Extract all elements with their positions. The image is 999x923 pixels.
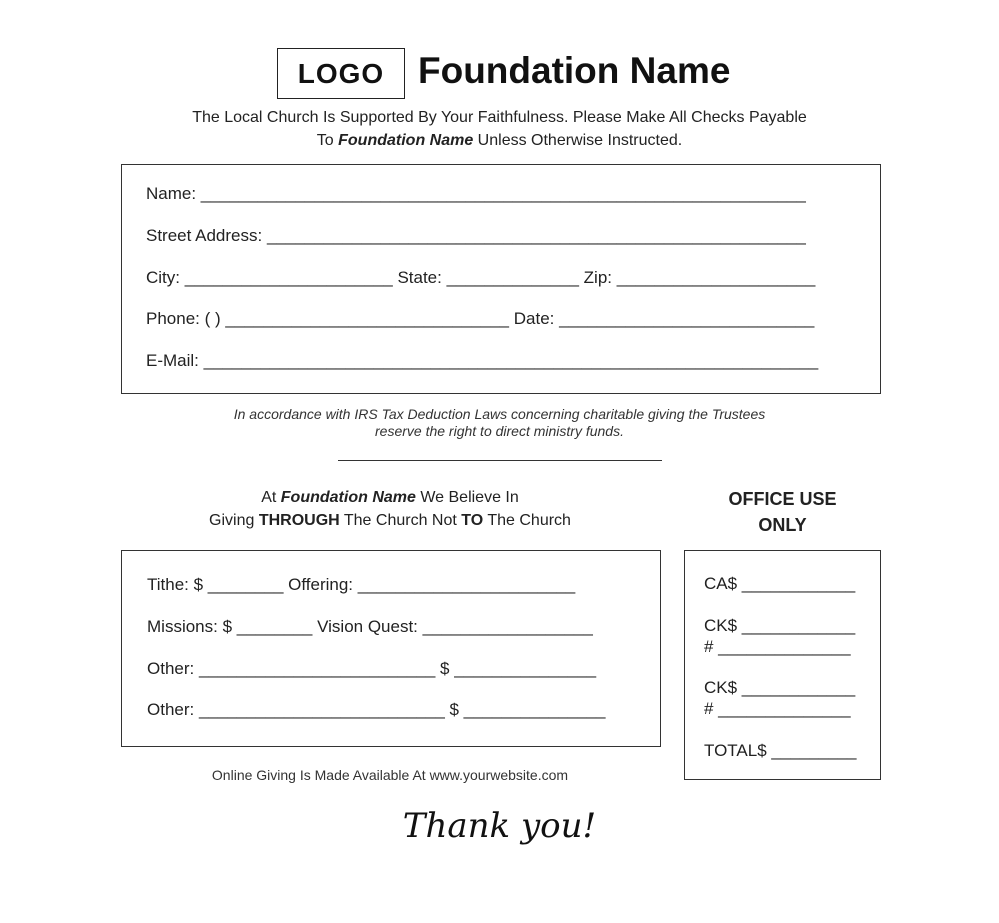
belief-foundation-name: Foundation Name — [280, 489, 416, 506]
logo-text: LOGO — [297, 57, 385, 89]
foundation-name-title: Foundation Name — [418, 50, 731, 91]
irs-note-line-2: reserve the right to direct ministry funds. — [375, 423, 624, 439]
city-state-zip-fields[interactable]: City: ______________________ State: ______________ Zip: _____________________ — [146, 268, 816, 287]
belief-line-1 — [120, 489, 660, 507]
office-use-title-line-2: ONLY — [758, 515, 807, 535]
belief-line-2-mid: The Church Not — [339, 512, 462, 529]
office-use-title-line-1: OFFICE USE — [728, 489, 837, 509]
belief-line-2 — [120, 512, 660, 530]
office-check-number-2[interactable]: # ______________ — [704, 699, 851, 718]
office-check-field-2[interactable]: CK$ ____________ — [704, 678, 856, 697]
other-field-1[interactable]: Other: _________________________ $ _______________ — [147, 659, 597, 678]
phone-date-fields[interactable]: Phone: ( ) ______________________________ Date: ___________________________ — [146, 309, 815, 328]
other-field-2[interactable]: Other: __________________________ $ _______________ — [147, 700, 606, 719]
thank-you-text: Thank you! — [402, 806, 597, 846]
intro-line-2-pre: To — [316, 132, 339, 149]
name-field[interactable]: Name: ________________________________________________________________ — [146, 184, 806, 203]
email-field[interactable]: E-Mail: _________________________________________________________________ — [146, 351, 819, 370]
missions-vision-quest-fields[interactable]: Missions: $ ________ Vision Quest: __________________ — [147, 617, 593, 636]
intro-foundation-name: Foundation Name — [338, 132, 474, 149]
street-address-field[interactable]: Street Address: _________________________________________________________ — [146, 226, 806, 245]
belief-line-1-post: We Believe In — [415, 489, 519, 506]
irs-note-line-1: In accordance with IRS Tax Deduction Laws concerning charitable giving the Trustees — [233, 406, 766, 422]
office-check-number-1[interactable]: # ______________ — [704, 637, 851, 656]
belief-line-1-pre: At — [261, 489, 281, 506]
belief-through: THROUGH — [258, 512, 340, 529]
office-total-field[interactable]: TOTAL$ _________ — [704, 741, 857, 760]
belief-line-2-pre: Giving — [209, 512, 259, 529]
intro-line-2 — [0, 132, 999, 150]
tithe-offering-fields[interactable]: Tithe: $ ________ Offering: _______________________ — [147, 575, 576, 594]
belief-to: TO — [461, 512, 484, 529]
logo — [277, 48, 405, 99]
intro-line-2-post: Unless Otherwise Instructed. — [473, 132, 683, 149]
intro-line-1: The Local Church Is Supported By Your Faithfulness. Please Make All Checks Payable — [192, 109, 807, 126]
divider-line — [338, 460, 662, 461]
office-check-field-1[interactable]: CK$ ____________ — [704, 616, 856, 635]
online-giving-note: Online Giving Is Made Available At www.yourwebsite.com — [211, 767, 569, 783]
office-cash-field[interactable]: CA$ ____________ — [704, 574, 856, 593]
belief-line-2-post: The Church — [483, 512, 571, 529]
